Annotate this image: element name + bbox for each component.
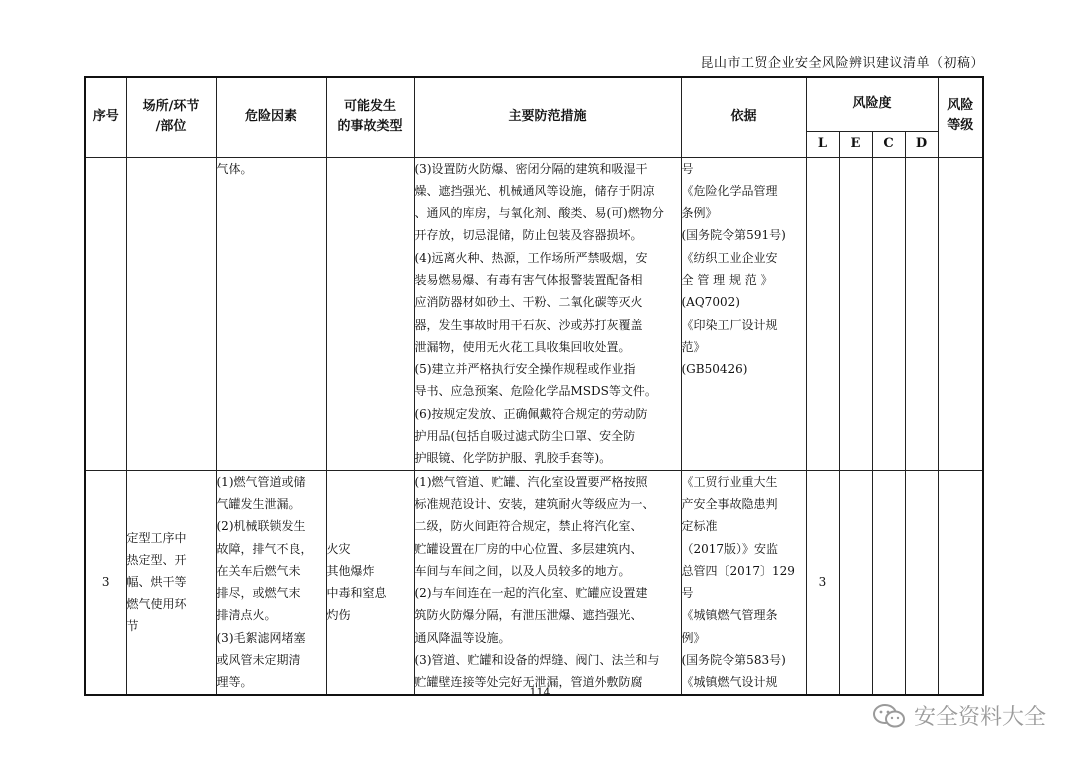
basis-line: 《危险化学品管理 bbox=[681, 183, 778, 198]
measure-line: 二级，防火间距符合规定，禁止将汽化室、 bbox=[414, 519, 643, 534]
basis-line: 号 bbox=[681, 586, 694, 601]
hazard-line: 在关车后燃气未 bbox=[216, 563, 301, 578]
header-risk-degree: 风险度 bbox=[806, 77, 938, 131]
hazard-line: 排清点火。 bbox=[216, 608, 277, 623]
header-risk-level-line: 风险 bbox=[947, 98, 974, 113]
watermark-text: 安全资料大全 bbox=[913, 705, 1046, 730]
measure-line: 护眼镜、化学防护服、乳胶手套等)。 bbox=[414, 451, 612, 466]
header-risk-level bbox=[938, 77, 983, 157]
measure-line: (4)远离火种、热源，工作场所严禁吸烟，安 bbox=[414, 250, 648, 265]
basis-line: (国务院令第583号) bbox=[681, 653, 786, 668]
hazard-line: 气罐发生泄漏。 bbox=[216, 496, 301, 511]
header-accident bbox=[326, 77, 414, 157]
place-line: 燃气使用环 bbox=[126, 597, 187, 612]
header-accident-line: 可能发生 bbox=[343, 99, 396, 115]
header-D: D bbox=[905, 131, 938, 157]
header-accident-line: 的事故类型 bbox=[337, 119, 403, 135]
hazard-line: 故障，排气不良， bbox=[216, 541, 313, 556]
basis-line: 号 bbox=[681, 161, 694, 176]
wechat-icon bbox=[872, 703, 906, 729]
basis-line: （2017版）》安监 bbox=[681, 541, 779, 556]
accident-line: 火灾 bbox=[326, 542, 351, 557]
document-header: 昆山市工贸企业安全风险辨识建议清单（初稿） bbox=[700, 56, 984, 71]
measure-line: (2)与车间连在一起的汽化室、贮罐应设置建 bbox=[414, 586, 648, 601]
E-cell bbox=[839, 157, 872, 470]
measure-line: (6)按规定发放、正确佩戴符合规定的劳动防 bbox=[414, 406, 648, 421]
header-hazard: 危险因素 bbox=[216, 77, 326, 157]
table-row bbox=[85, 157, 983, 470]
hazard-cell bbox=[216, 157, 326, 470]
basis-cell bbox=[681, 157, 806, 470]
header-L: L bbox=[806, 131, 839, 157]
header-basis: 依据 bbox=[681, 77, 806, 157]
page-number: 114 bbox=[529, 686, 551, 699]
basis-line: 《工贸行业重大生 bbox=[681, 474, 778, 489]
measures-cell bbox=[414, 470, 681, 694]
basis-line: 范》 bbox=[681, 339, 706, 354]
basis-line: 《印染工厂设计规 bbox=[681, 317, 778, 332]
accident-line: 其他爆炸 bbox=[326, 564, 375, 579]
measure-line: 装易燃易爆、有毒有害气体报警装置配备相 bbox=[414, 272, 643, 287]
basis-cell bbox=[681, 470, 806, 694]
basis-line: 产安全事故隐患判 bbox=[681, 496, 778, 511]
measure-line: 筑防火防爆分隔，有泄压泄爆、遮挡强光、 bbox=[414, 608, 643, 623]
hazard-cell bbox=[216, 470, 326, 694]
L-cell bbox=[806, 157, 839, 470]
hazard-line: (1)燃气管道或储 bbox=[216, 474, 306, 489]
basis-line: (GB50426) bbox=[681, 362, 748, 377]
measure-line: 贮罐壁连接等处完好无泄漏，管道外敷防腐 bbox=[414, 675, 643, 690]
L-cell: 3 bbox=[806, 470, 839, 694]
C-cell bbox=[872, 157, 905, 470]
header-place-line: /部位 bbox=[155, 119, 187, 135]
measure-line: (3)管道、贮罐和设备的焊缝、阀门、法兰和与 bbox=[414, 653, 660, 668]
D-cell bbox=[905, 470, 938, 694]
measure-line: 导书、应急预案、危险化学品MSDS等文件。 bbox=[414, 384, 657, 399]
hazard-line: 理等。 bbox=[216, 675, 253, 690]
basis-line: 全 管 理 规 范 》 bbox=[681, 272, 773, 287]
risk-level-cell bbox=[938, 157, 983, 470]
place-line: 幅、烘干等 bbox=[126, 575, 187, 590]
header-place bbox=[126, 77, 216, 157]
measure-line: 泄漏物，使用无火花工具收集回收处置。 bbox=[414, 339, 631, 354]
table-row bbox=[85, 470, 983, 694]
measures-cell bbox=[414, 157, 681, 470]
measure-line: 车间与车间之间，以及人员较多的地方。 bbox=[414, 563, 631, 578]
basis-line: (国务院令第591号) bbox=[681, 228, 786, 243]
basis-line: (AQ7002) bbox=[681, 295, 740, 310]
measure-line: 燥、遮挡强光、机械通风等设施，储存于阴凉 bbox=[414, 183, 655, 198]
accident-cell bbox=[326, 157, 414, 470]
header-place-line: 场所/环节 bbox=[142, 99, 200, 115]
watermark bbox=[872, 700, 1046, 731]
measure-line: 开存放，切忌混储，防止包装及容器损坏。 bbox=[414, 228, 643, 243]
header-C: C bbox=[872, 131, 905, 157]
measure-line: (3)设置防火防爆、密闭分隔的建筑和吸湿干 bbox=[414, 161, 648, 176]
measure-line: 通风降温等设施。 bbox=[414, 630, 511, 645]
hazard-line: (2)机械联锁发生 bbox=[216, 519, 306, 534]
measure-line: (5)建立并严格执行安全操作规程或作业指 bbox=[414, 362, 636, 377]
header-risk-level-line: 等级 bbox=[947, 118, 974, 133]
E-cell bbox=[839, 470, 872, 694]
basis-line: 定标准 bbox=[681, 519, 718, 534]
accident-line: 中毒和窒息 bbox=[326, 586, 387, 601]
header-seq: 序号 bbox=[85, 77, 126, 157]
place-line: 定型工序中 bbox=[126, 531, 187, 546]
basis-line: 《城镇燃气管理条 bbox=[681, 608, 778, 623]
seq-cell bbox=[85, 157, 126, 470]
D-cell bbox=[905, 157, 938, 470]
place-line: 热定型、开 bbox=[126, 553, 187, 568]
risk-level-cell bbox=[938, 470, 983, 694]
accident-line: 灼伤 bbox=[326, 608, 351, 623]
basis-line: 《纺织工业企业安 bbox=[681, 250, 778, 265]
measure-line: 、通风的库房，与氧化剂、酸类、易(可)燃物分 bbox=[414, 206, 664, 221]
measure-line: 贮罐设置在厂房的中心位置、多层建筑内、 bbox=[414, 541, 643, 556]
basis-line: 条例》 bbox=[681, 206, 718, 221]
hazard-line: (3)毛絮滤网堵塞 bbox=[216, 630, 306, 645]
risk-identification-table bbox=[84, 76, 984, 696]
basis-line: 总管四〔2017〕129 bbox=[681, 563, 795, 578]
hazard-line: 或风管未定期清 bbox=[216, 653, 301, 668]
place-cell bbox=[126, 470, 216, 694]
seq-cell: 3 bbox=[85, 470, 126, 694]
hazard-line: 排尽，或燃气末 bbox=[216, 586, 301, 601]
measure-line: 护用品(包括自吸过滤式防尘口罩、安全防 bbox=[414, 429, 636, 444]
C-cell bbox=[872, 470, 905, 694]
hazard-line: 气体。 bbox=[216, 161, 253, 176]
measure-line: (1)燃气管道、贮罐、汽化室设置要严格按照 bbox=[414, 474, 648, 489]
measure-line: 标准规范设计、安装，建筑耐火等级应为一、 bbox=[414, 496, 655, 511]
accident-cell bbox=[326, 470, 414, 694]
place-cell bbox=[126, 157, 216, 470]
header-E: E bbox=[839, 131, 872, 157]
measure-line: 应消防器材如砂土、干粉、二氧化碳等灭火 bbox=[414, 295, 643, 310]
place-line: 节 bbox=[126, 619, 139, 634]
basis-line: 例》 bbox=[681, 630, 706, 645]
basis-line: 《城镇燃气设计规 bbox=[681, 675, 778, 690]
measure-line: 器，发生事故时用干石灰、沙或苏打灰覆盖 bbox=[414, 317, 643, 332]
header-measures: 主要防范措施 bbox=[414, 77, 681, 157]
